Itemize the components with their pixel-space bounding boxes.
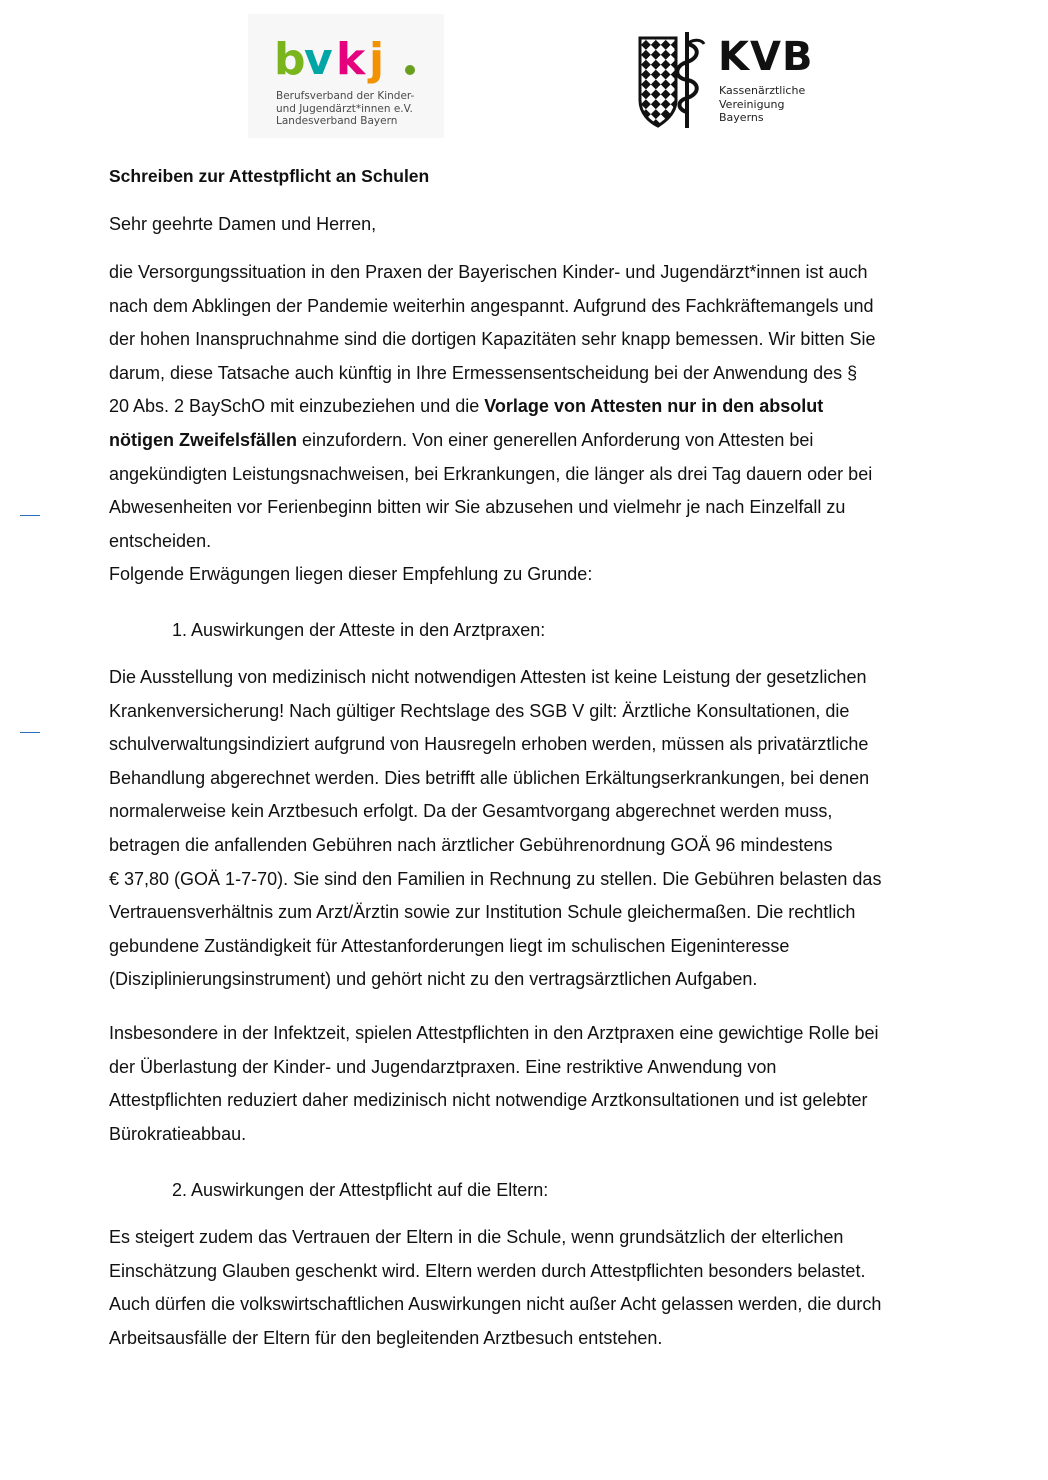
text-line <box>109 390 959 424</box>
text-line: Die Ausstellung von medizinisch nicht notwendigen Attesten ist keine Leistung der gesetzlichen <box>109 667 867 687</box>
text-line: Insbesondere in der Infektzeit, spielen Attestpflichten in den Arztpraxen eine gewichtige Rolle bei <box>109 1023 879 1043</box>
bvkj-line: und Jugendärzt*innen e.V. <box>276 102 413 115</box>
text-line: Abwesenheiten vor Ferienbeginn bitten wir Sie abzusehen und vielmehr je nach Einzelfall zu <box>109 497 846 518</box>
text-line: Behandlung abgerechnet werden. Dies betrifft alle üblichen Erkältungserkrankungen, bei denen <box>109 767 870 788</box>
text-line: Einschätzung Glauben geschenkt wird. Eltern werden durch Attestpflichten besonders belastet. <box>109 1260 866 1281</box>
text-line: Vertrauensverhältnis zum Arzt/Ärztin sowie zur Institution Schule gleichermaßen. Die rechtlich <box>109 902 856 923</box>
text-line: Attestpflichten reduziert daher medizinisch nicht notwendige Arztkonsultationen und ist gelebter <box>109 1090 868 1111</box>
bvkj-subtitle <box>276 90 414 128</box>
text-line: darum, diese Tatsache auch künftig in Ihre Ermessensentscheidung bei der Anwendung des § <box>109 362 858 383</box>
bold-text: Vorlage von Attesten nur in den absolut <box>484 396 824 417</box>
text-line: der hohen Inanspruchnahme sind die dortigen Kapazitäten sehr knapp bemessen. Wir bitten Sie <box>109 329 876 350</box>
text-line: betragen die anfallenden Gebühren nach ärztlicher Gebührenordnung GOÄ 96 mindestens <box>109 834 833 855</box>
kvb-line: Bayerns <box>719 111 764 124</box>
section-heading-1: 1. Auswirkungen der Atteste in den Arztpraxen: <box>172 620 546 640</box>
text-line: die Versorgungssituation in den Praxen der Bayerischen Kinder- und Jugendärzt*innen ist auch <box>109 262 868 282</box>
text-line: Auch dürfen die volkswirtschaftlichen Auswirkungen nicht außer Acht gelassen werden, die durch <box>109 1294 882 1315</box>
svg-text:k: k <box>336 34 366 84</box>
text-line: Es steigert zudem das Vertrauen der Eltern in die Schule, wenn grundsätzlich der elterlichen <box>109 1227 844 1247</box>
bvkj-line: Landesverband Bayern <box>276 115 398 127</box>
kvb-line: Vereinigung <box>719 97 785 111</box>
text-line: angekündigten Leistungsnachweisen, bei Erkrankungen, die länger als drei Tag dauern oder bei <box>109 463 873 484</box>
text-line: Bürokratieabbau. <box>109 1123 247 1144</box>
text-line: € 37,80 (GOÄ 1-7-70). Sie sind den Familien in Rechnung zu stellen. Die Gebühren belasten das <box>109 868 882 889</box>
section1-paragraph <box>109 661 959 997</box>
svg-text:v: v <box>304 34 333 84</box>
text-line: Arbeitsausfälle der Eltern für den begleitenden Arztbesuch entstehen. <box>109 1327 663 1348</box>
bvkj-wordmark <box>274 34 424 84</box>
section1b-paragraph <box>109 1017 959 1151</box>
kvb-subtitle <box>719 84 805 125</box>
bvkj-line: Berufsverband der Kinder- <box>276 90 415 102</box>
text-line: der Überlastung der Kinder- und Jugendarztpraxen. Eine restriktive Anwendung von <box>109 1056 777 1077</box>
kvb-crest-icon <box>636 30 712 130</box>
margin-mark <box>20 515 40 516</box>
text-run: 20 Abs. 2 BaySchO mit einzubeziehen und die <box>109 396 485 417</box>
text-run: einzufordern. Von einer generellen Anforderung von Attesten bei <box>297 429 814 450</box>
text-line: gebundene Zuständigkeit für Attestanforderungen liegt im schulischen Eigeninteresse <box>109 935 790 956</box>
text-line: entscheiden. <box>109 530 212 551</box>
bold-text: nötigen Zweifelsfällen <box>109 429 298 450</box>
text-line: Folgende Erwägungen liegen dieser Empfehlung zu Grunde: <box>109 564 593 585</box>
kvb-logo <box>636 30 826 134</box>
section-heading-2: 2. Auswirkungen der Attestpflicht auf die Eltern: <box>172 1180 549 1200</box>
section2-paragraph <box>109 1221 959 1355</box>
document-title: Schreiben zur Attestpflicht an Schulen <box>109 166 430 186</box>
intro-paragraph <box>109 256 959 592</box>
salutation: Sehr geehrte Damen und Herren, <box>109 214 377 234</box>
text-line: (Disziplinierungsinstrument) und gehört nicht zu den vertragsärztlichen Aufgaben. <box>109 969 758 990</box>
margin-mark <box>20 732 40 733</box>
text-line: nach dem Abklingen der Pandemie weiterhin angespannt. Aufgrund des Fachkräftemangels und <box>109 295 874 316</box>
kvb-line: Kassenärztliche <box>719 84 806 97</box>
kvb-name: KVB <box>718 34 814 80</box>
text-line: normalerweise kein Arztbesuch erfolgt. Da der Gesamtvorgang abgerechnet werden muss, <box>109 801 833 822</box>
bvkj-logo <box>248 14 444 138</box>
text-line: Krankenversicherung! Nach gültiger Rechtslage des SGB V gilt: Ärztliche Konsultationen, die <box>109 700 850 721</box>
text-line: schulverwaltungsindiziert aufgrund von Hausregeln erhoben werden, müssen als privatärztliche <box>109 734 869 755</box>
text-line <box>109 424 959 458</box>
svg-text:j: j <box>369 34 385 84</box>
svg-text:b: b <box>274 34 306 84</box>
